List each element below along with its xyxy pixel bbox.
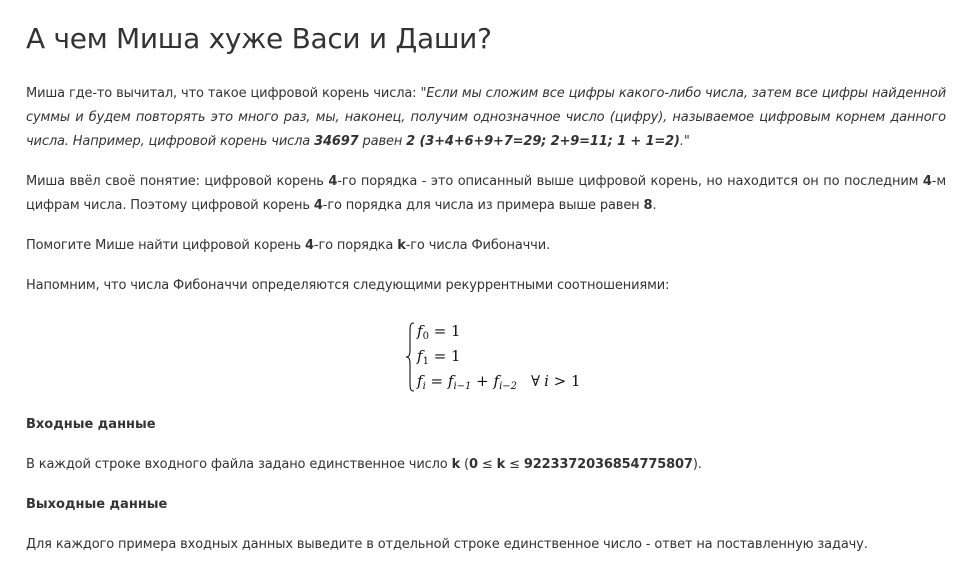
text-span: -го порядка - это описанный выше цифровой корень, но находится он по последним xyxy=(337,174,923,189)
text-span: ). xyxy=(692,457,702,472)
paragraph-line xyxy=(26,106,946,130)
task-statement xyxy=(26,234,946,258)
quote-span: "Если мы сложим все цифры какого-либо числа, затем все цифры найденной xyxy=(420,86,946,101)
func-symbol: f xyxy=(417,372,423,390)
text-span: -го числа Фибоначчи. xyxy=(405,238,550,253)
output-description: Для каждого примера входных данных выведите в отдельной строке единственное число - ответ на поставленную задачу. xyxy=(26,537,868,552)
variable-k: k xyxy=(496,457,506,472)
text-span: -го порядка xyxy=(313,238,398,253)
plus-sign: + xyxy=(471,372,494,390)
text-span: Помогите Мише найти цифровой корень xyxy=(26,238,305,253)
page-title: А чем Миша хуже Васи и Даши? xyxy=(26,22,492,55)
fibonacci-formula xyxy=(405,320,585,394)
formula-row-f0 xyxy=(417,322,461,340)
quote-span: ." xyxy=(679,134,690,149)
output-heading: Выходные данные xyxy=(26,497,168,512)
equals-sign: = xyxy=(425,372,448,390)
func-symbol: f xyxy=(417,347,423,365)
example-result: 2 (3+4+6+9+7=29; 2+9=11; 1 + 1=2) xyxy=(406,134,680,149)
upper-bound: 9223372036854775807 xyxy=(523,457,693,472)
left-brace-icon xyxy=(405,322,415,392)
order-number: 4 xyxy=(328,174,338,189)
paragraph-line xyxy=(26,194,946,218)
formula-row-fi xyxy=(417,372,581,390)
text-span: Миша ввёл своё понятие: цифровой корень xyxy=(26,174,329,189)
condition-text: > 1 xyxy=(548,372,581,390)
quote-span: суммы и будем повторять это много раз, мы, наконец, получим однозначное число (цифру), называемое цифровым корнем данного xyxy=(26,110,946,125)
variable-k: k xyxy=(451,457,461,472)
input-description xyxy=(26,453,946,477)
order-number: 4 xyxy=(922,174,932,189)
text-span: цифрам числа. Поэтому цифровой корень xyxy=(26,198,314,213)
text-span: . xyxy=(652,198,657,213)
paragraph-line xyxy=(26,130,946,154)
text-span: ( xyxy=(460,457,469,472)
value: 1 xyxy=(451,322,461,340)
func-symbol: f xyxy=(417,322,423,340)
subscript: i−2 xyxy=(499,381,518,392)
text-span: ≤ xyxy=(505,457,524,472)
subscript: i−1 xyxy=(453,381,472,392)
func-symbol: f xyxy=(493,372,500,390)
subscript: 1 xyxy=(422,356,429,367)
text-span: -го порядка для числа из примера выше равен xyxy=(322,198,644,213)
example-number: 34697 xyxy=(314,134,359,149)
fibonacci-intro: Напомним, что числа Фибоначчи определяются следующими рекуррентными соотношениями: xyxy=(26,278,670,293)
text-span: Миша где-то вычитал, что такое цифровой корень числа: xyxy=(26,86,421,101)
formula-row-f1 xyxy=(417,347,461,365)
equals-sign: = xyxy=(428,322,452,340)
digital-root-definition xyxy=(26,82,946,154)
paragraph-line xyxy=(26,170,946,194)
input-heading: Входные данные xyxy=(26,417,156,432)
forall-symbol: ∀ xyxy=(531,372,541,390)
subscript: i xyxy=(422,381,426,392)
paragraph-line xyxy=(26,82,946,106)
func-symbol: f xyxy=(447,372,454,390)
order-number: 4 xyxy=(305,238,314,253)
text-span: ≤ xyxy=(477,457,497,472)
text-span: В каждой строке входного файла задано единственное число xyxy=(26,457,452,472)
text-span: -м xyxy=(931,174,946,189)
quote-span: равен xyxy=(358,134,407,149)
lower-bound: 0 xyxy=(468,457,478,472)
equals-sign: = xyxy=(428,347,452,365)
quote-span: числа. Например, цифровой корень числа xyxy=(26,134,315,149)
order-number: 4 xyxy=(313,198,323,213)
example-result: 8 xyxy=(643,198,653,213)
subscript: 0 xyxy=(422,331,429,342)
condition-variable: i xyxy=(544,372,549,390)
fourth-order-definition xyxy=(26,170,946,218)
value: 1 xyxy=(451,347,461,365)
variable-k: k xyxy=(397,238,406,253)
